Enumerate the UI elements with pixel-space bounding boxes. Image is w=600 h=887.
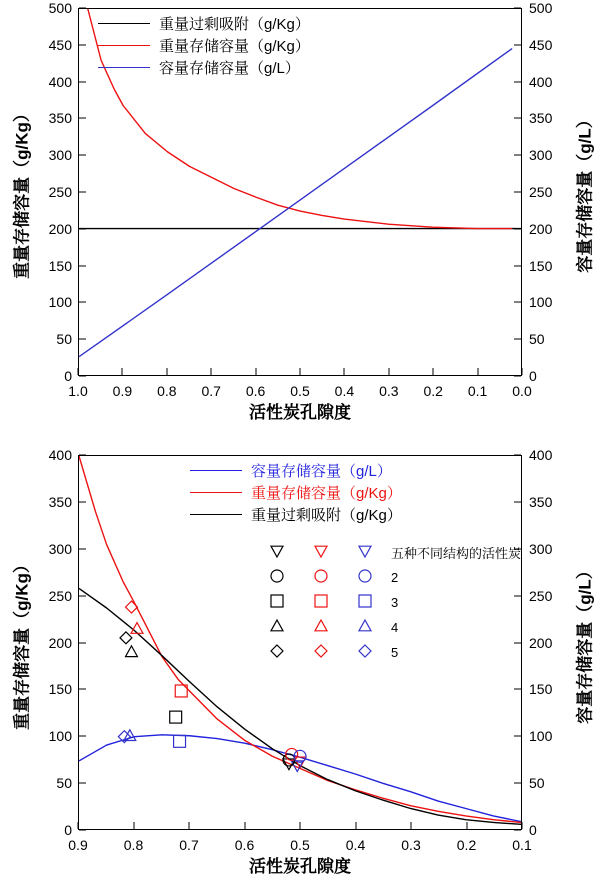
x-tick-label: 0.1 bbox=[512, 837, 532, 853]
y-tick-label: 300 bbox=[48, 540, 72, 557]
tick-mark bbox=[79, 595, 86, 596]
tick-mark bbox=[79, 376, 86, 377]
y2-tick-label: 450 bbox=[529, 36, 553, 53]
legend-item bbox=[190, 481, 402, 503]
y-tick-label: 100 bbox=[48, 728, 72, 745]
tick-mark bbox=[79, 192, 86, 193]
tick-mark bbox=[514, 689, 521, 690]
y-tick-label: 150 bbox=[48, 257, 72, 274]
marker-legend-symbol bbox=[299, 541, 343, 564]
y2-tick-label: 0 bbox=[529, 822, 537, 838]
tick-mark bbox=[79, 736, 86, 737]
tick-mark bbox=[133, 822, 134, 829]
legend-item bbox=[98, 34, 310, 56]
y-tick-label: 50 bbox=[56, 775, 72, 792]
tick-mark bbox=[514, 118, 521, 119]
tick-mark bbox=[300, 368, 301, 375]
y2-tick-label: 500 bbox=[529, 0, 553, 16]
y-tick-label: 200 bbox=[48, 634, 72, 651]
y-tick-label: 350 bbox=[48, 493, 72, 510]
marker-legend-symbol bbox=[255, 641, 299, 664]
legend-line-swatch bbox=[190, 492, 242, 493]
legend-item bbox=[190, 459, 402, 481]
x-tick-label: 0.0 bbox=[512, 383, 532, 399]
marker-legend-symbol bbox=[343, 616, 387, 639]
marker-legend-label: 5 bbox=[391, 645, 399, 660]
tick-mark bbox=[514, 8, 521, 9]
y-tick-label: 50 bbox=[56, 331, 72, 348]
tick-mark bbox=[514, 265, 521, 266]
legend-line-swatch bbox=[98, 67, 150, 68]
tick-mark bbox=[79, 830, 86, 831]
scatter-marker bbox=[126, 646, 138, 657]
legend-top bbox=[98, 12, 310, 78]
tick-mark bbox=[388, 368, 389, 375]
tick-mark bbox=[78, 368, 79, 375]
tick-mark bbox=[514, 81, 521, 82]
marker-legend-symbol bbox=[255, 541, 299, 564]
y2-tick-label: 350 bbox=[529, 493, 553, 510]
tick-mark bbox=[433, 368, 434, 375]
y2-tick-label: 50 bbox=[529, 775, 545, 792]
tick-mark bbox=[514, 44, 521, 45]
tick-mark bbox=[477, 368, 478, 375]
y2-tick-label: 350 bbox=[529, 110, 553, 127]
tick-mark bbox=[79, 501, 86, 502]
chart-bottom bbox=[0, 447, 600, 887]
legend-line-swatch bbox=[190, 470, 242, 471]
tick-mark bbox=[300, 822, 301, 829]
tick-mark bbox=[79, 689, 86, 690]
tick-mark bbox=[514, 339, 521, 340]
x-axis-title-top: 活性炭孔隙度 bbox=[249, 403, 351, 422]
tick-mark bbox=[514, 192, 521, 193]
y2-axis-title-bottom: 容量存储容量（g/L） bbox=[575, 562, 595, 724]
legend-item bbox=[190, 503, 402, 525]
marker-legend-symbol bbox=[343, 566, 387, 589]
x-tick-label: 1.0 bbox=[68, 383, 88, 399]
y-tick-label: 0 bbox=[64, 822, 72, 838]
scatter-marker bbox=[131, 623, 143, 634]
y2-tick-label: 400 bbox=[529, 73, 553, 90]
tick-mark bbox=[79, 548, 86, 549]
scatter-marker bbox=[174, 735, 186, 747]
y2-tick-label: 200 bbox=[529, 634, 553, 651]
y-tick-label: 0 bbox=[64, 368, 72, 384]
legend-item bbox=[98, 56, 310, 78]
y-tick-label: 450 bbox=[48, 36, 72, 53]
marker-legend-symbol bbox=[343, 541, 387, 564]
tick-mark bbox=[514, 302, 521, 303]
y-tick-label: 100 bbox=[48, 294, 72, 311]
scatter-marker bbox=[126, 601, 138, 613]
tick-mark bbox=[255, 368, 256, 375]
x-tick-label: 0.7 bbox=[201, 383, 221, 399]
tick-mark bbox=[514, 155, 521, 156]
x-tick-label: 0.3 bbox=[379, 383, 399, 399]
marker-legend-row bbox=[255, 640, 521, 665]
tick-mark bbox=[522, 822, 523, 829]
x-tick-label: 0.5 bbox=[290, 383, 310, 399]
marker-legend-symbol bbox=[299, 616, 343, 639]
y-axis-title-top: 重量存储容量（g/Kg） bbox=[12, 105, 32, 279]
x-tick-label: 0.2 bbox=[456, 837, 477, 853]
tick-mark bbox=[411, 822, 412, 829]
tick-mark bbox=[514, 501, 521, 502]
legend-label: 重量存储容量（g/Kg） bbox=[251, 484, 402, 502]
x-tick-label: 0.6 bbox=[245, 383, 266, 399]
x-tick-label: 0.6 bbox=[234, 837, 255, 853]
y-tick-label: 200 bbox=[48, 220, 72, 237]
y2-tick-label: 300 bbox=[529, 147, 553, 164]
x-tick-label: 0.5 bbox=[290, 837, 310, 853]
tick-mark bbox=[79, 118, 86, 119]
y-tick-label: 350 bbox=[48, 110, 72, 127]
marker-legend-symbol bbox=[343, 591, 387, 614]
tick-mark bbox=[79, 642, 86, 643]
tick-mark bbox=[514, 830, 521, 831]
tick-mark bbox=[79, 155, 86, 156]
y2-tick-label: 0 bbox=[529, 368, 537, 384]
legend-line-swatch bbox=[98, 23, 150, 24]
y-tick-label: 300 bbox=[48, 147, 72, 164]
x-tick-label: 0.3 bbox=[401, 837, 421, 853]
marker-legend-symbol bbox=[299, 641, 343, 664]
scatter-marker bbox=[170, 711, 182, 723]
tick-mark bbox=[514, 455, 521, 456]
x-tick-label: 0.4 bbox=[334, 383, 355, 399]
tick-mark bbox=[79, 455, 86, 456]
marker-legend-symbol bbox=[255, 566, 299, 589]
tick-mark bbox=[514, 376, 521, 377]
marker-legend-symbol bbox=[255, 616, 299, 639]
y2-tick-label: 150 bbox=[529, 257, 553, 274]
tick-mark bbox=[355, 822, 356, 829]
x-tick-label: 0.9 bbox=[112, 383, 133, 399]
marker-legend-row bbox=[255, 615, 521, 640]
marker-legend-row bbox=[255, 565, 521, 590]
tick-mark bbox=[514, 228, 521, 229]
tick-mark bbox=[466, 822, 467, 829]
marker-legend-symbol bbox=[299, 591, 343, 614]
chart-top bbox=[0, 0, 600, 430]
y-tick-label: 400 bbox=[48, 447, 72, 463]
x-tick-label: 0.4 bbox=[345, 837, 366, 853]
tick-mark bbox=[79, 339, 86, 340]
tick-mark bbox=[79, 81, 86, 82]
x-tick-label: 0.1 bbox=[467, 383, 488, 399]
x-tick-label: 0.8 bbox=[157, 383, 177, 399]
tick-mark bbox=[189, 822, 190, 829]
y-tick-label: 150 bbox=[48, 681, 72, 698]
x-tick-label: 0.8 bbox=[123, 837, 144, 853]
legend-line-swatch bbox=[190, 514, 242, 515]
tick-mark bbox=[522, 368, 523, 375]
tick-mark bbox=[79, 8, 86, 9]
legend-label: 重量过剩吸附（g/Kg） bbox=[251, 506, 402, 524]
y-tick-label: 500 bbox=[48, 0, 72, 16]
legend-label: 容量存储容量（g/L） bbox=[251, 462, 392, 480]
marker-legend-symbol bbox=[255, 591, 299, 614]
y2-tick-label: 250 bbox=[529, 184, 553, 200]
tick-mark bbox=[79, 302, 86, 303]
marker-legend-symbol bbox=[299, 566, 343, 589]
y-tick-label: 250 bbox=[48, 587, 72, 604]
y2-tick-label: 400 bbox=[529, 447, 553, 463]
marker-legend bbox=[255, 540, 521, 665]
tick-mark bbox=[79, 265, 86, 266]
x-tick-label: 0.7 bbox=[179, 837, 199, 853]
tick-mark bbox=[122, 368, 123, 375]
marker-legend-row bbox=[255, 540, 521, 565]
tick-mark bbox=[211, 368, 212, 375]
marker-legend-row bbox=[255, 590, 521, 615]
legend-label: 重量过剩吸附（g/Kg） bbox=[159, 15, 310, 33]
y-axis-title-bottom: 重量存储容量（g/Kg） bbox=[12, 556, 32, 730]
tick-mark bbox=[244, 822, 245, 829]
scatter-marker bbox=[120, 632, 132, 644]
marker-legend-label: 五种不同结构的活性炭 bbox=[391, 546, 522, 561]
x-tick-label: 0.9 bbox=[68, 837, 88, 853]
y2-tick-label: 50 bbox=[529, 331, 545, 348]
tick-mark bbox=[79, 783, 86, 784]
y2-tick-label: 200 bbox=[529, 220, 553, 237]
y2-axis-title-top: 容量存储容量（g/L） bbox=[575, 111, 595, 273]
y2-tick-label: 100 bbox=[529, 294, 553, 311]
marker-legend-symbol bbox=[343, 641, 387, 664]
x-axis-title-bottom: 活性炭孔隙度 bbox=[249, 857, 351, 876]
y-tick-label: 400 bbox=[48, 73, 72, 90]
y2-tick-label: 250 bbox=[529, 587, 553, 604]
legend-line-swatch bbox=[98, 45, 150, 46]
y-tick-label: 250 bbox=[48, 184, 72, 200]
series-line bbox=[79, 735, 521, 822]
legend-label: 重量存储容量（g/Kg） bbox=[159, 37, 310, 55]
y2-tick-label: 150 bbox=[529, 681, 553, 698]
tick-mark bbox=[344, 368, 345, 375]
legend-item bbox=[98, 12, 310, 34]
tick-mark bbox=[79, 228, 86, 229]
y2-tick-label: 300 bbox=[529, 540, 553, 557]
legend-bottom bbox=[190, 459, 402, 525]
tick-mark bbox=[514, 736, 521, 737]
x-tick-label: 0.2 bbox=[423, 383, 443, 399]
legend-label: 容量存储容量（g/L） bbox=[159, 59, 300, 77]
y2-tick-label: 100 bbox=[529, 728, 553, 745]
series-line bbox=[79, 49, 512, 357]
tick-mark bbox=[78, 822, 79, 829]
marker-legend-label: 4 bbox=[391, 620, 399, 635]
tick-mark bbox=[166, 368, 167, 375]
marker-legend-label: 2 bbox=[391, 570, 399, 585]
tick-mark bbox=[79, 44, 86, 45]
tick-mark bbox=[514, 783, 521, 784]
marker-legend-label: 3 bbox=[391, 595, 399, 610]
